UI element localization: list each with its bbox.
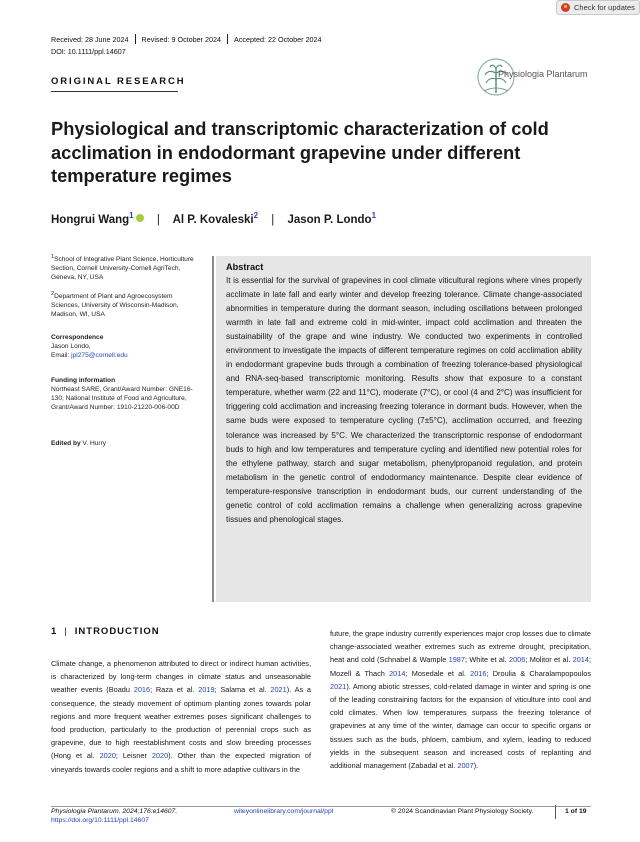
correspondence-heading: Correspondence: [51, 334, 104, 341]
journal-logo[interactable]: [472, 55, 596, 99]
journal-logo-text: Physiologia Plantarum: [498, 69, 588, 79]
affiliation-1: [51, 253, 199, 283]
affiliation-marker: 2: [51, 291, 55, 297]
citation-link[interactable]: 2020: [99, 751, 116, 761]
citation-link[interactable]: 2021: [330, 681, 347, 691]
body-column-right: future, the grape industry currently experiences major crop losses due to climate change-associated weather extremes such as extreme drought, precipitation, heat and cold (Schnabel & Wample 1987; White et al. 2006; Molitor et al. 2014; Mozell & Thach 2014; Mosedale et al. 2016; Droulia & Charalampopoulos 2021). Among abiotic stresses, cold-related damage in winter and spring is one of the leading constraining factors for the expansion of viticulture into cool and cold climates. When low temperatures surpass the freezing tolerance of grapevines at any time of the winter, damage can occur to specific organs or tissues such as the buds, phloem, cambium, and xylem, leading to reduced yields in the subsequent season and increased costs of replanting and additional management (Zabadal et al. 2007).: [330, 629, 591, 771]
body-column-left: Climate change, a phenomenon attributed to direct or indirect human activities, is characterized by long-term changes in climate status and unseasonable weather events (Boadu 2016; Raza et al. 2019; Salama et al. 2021). As a consequence, the steady movement of optimum planting zones towards polar regions and more frequent weather extremes poses significant challenges to food production, particularly to the production of perennial crops such as grapevine, due to high reestablishment costs and slow breeding processes (Hong et al. 2020; Leisner 2020). Other than the expected migration of vineyards towards cooler regions and a shift to more adaptive cultivars in the: [51, 659, 311, 774]
editor-name: V. Hurry: [82, 440, 107, 447]
affiliation-2: [51, 290, 199, 320]
citation-link[interactable]: 2021: [270, 685, 287, 695]
author-affiliation-marker: 2: [253, 211, 259, 220]
citation-link[interactable]: 2006: [508, 655, 526, 665]
funding-text: Northeast SARE, Grant/Award Number: GNE16-130; National Institute of Food and Agriculture, Grant/Award Number: 1910-21220-006-00D: [51, 385, 193, 411]
check-for-updates-button[interactable]: [556, 0, 640, 15]
citation-link[interactable]: 2014: [389, 668, 406, 678]
funding-heading: Funding information: [51, 377, 116, 384]
citation-link[interactable]: 2019: [198, 685, 215, 695]
edited-by-label: Edited by: [51, 440, 81, 447]
doi-text: DOI: 10.1111/ppl.14607: [51, 47, 126, 56]
footer-copyright: © 2024 Scandinavian Plant Physiology Society.: [391, 808, 534, 815]
author-affiliation-marker: 1: [129, 211, 134, 220]
article-title: Physiological and transcriptomic characterization of cold acclimation in endodormant grapevine under different temperature regimes: [51, 118, 549, 186]
author-separator: |: [271, 213, 275, 226]
citation-link[interactable]: 2007: [457, 761, 474, 771]
citation-link[interactable]: 2016: [470, 668, 487, 678]
author-separator: |: [156, 213, 160, 226]
citation-link[interactable]: 2016: [133, 685, 151, 695]
footer-site-link[interactable]: wileyonlinelibrary.com/journal/ppl: [234, 808, 334, 815]
footer-citation: [51, 807, 177, 825]
section-separator: |: [64, 626, 68, 637]
affiliation-text: Department of Plant and Agroecosystem Sciences, University of Wisconsin-Madison, Madison, WI, USA: [51, 293, 179, 318]
author-list: [51, 211, 376, 226]
citation-link[interactable]: 2014: [572, 655, 589, 665]
article-type-underline: [51, 91, 178, 92]
section-number: 1: [51, 626, 58, 637]
date-separator: [227, 34, 228, 44]
check-for-updates-label: Check for updates: [574, 3, 635, 12]
affiliation-marker: 1: [51, 254, 55, 260]
revised-date: Revised: 9 October 2024: [141, 34, 222, 44]
email-link[interactable]: jpl275@cornell.edu: [71, 351, 128, 359]
funding-block: [51, 377, 199, 413]
crossmark-icon: [561, 3, 570, 12]
author-name: Jason P. Londo: [287, 213, 372, 226]
email-label: Email:: [51, 351, 70, 359]
page-number: 1 of 19: [565, 808, 587, 815]
article-type: ORIGINAL RESEARCH: [51, 76, 186, 87]
footer-doi-link[interactable]: https://doi.org/10.1111/ppl.14607: [51, 817, 149, 824]
received-date: Received: 28 June 2024: [51, 34, 129, 44]
author-name: Al P. Kovaleski: [172, 213, 254, 226]
correspondence-name: Jason Londo,: [51, 342, 91, 350]
affiliation-text: School of Integrative Plant Science, Horticulture Section, Cornell University-Cornell AgriTech, Geneva, NY, USA: [51, 256, 194, 281]
footer-separator: [555, 805, 556, 819]
citation-link[interactable]: 2020: [151, 751, 169, 761]
abstract-rule: [212, 256, 214, 602]
abstract-heading: Abstract: [226, 262, 264, 272]
section-heading: [51, 626, 160, 637]
abstract-text: It is essential for the survival of grapevines in cool climate viticultural regions where vines properly acclimate in late fall and early winter and develop freezing tolerance. Climate change-associated abnormities in temperature during the dormant season, including oscillations between prolonged warmth in late fall and extreme cold in mid-winter, impact cold acclimation and threaten the sustainability of the grape and wine industry. We conducted two experiments in controlled environment to investigate the impacts of different temperature regimes on cold acclimation ability in endodormant grapevine buds through a combination of freezing tolerance-based physiological and RNA-seq-based transcriptomic monitoring. Results show that exposure to a constant temperature, whether warm (22 and 11°C), moderate (7°C), or cool (4 and 2°C) was insufficient for triggering cold acclimation and increasing freezing tolerance in dormant buds. However, when the same buds were exposed to temperature cycling (7±5°C), acclimation occurred, and freezing tolerance was increased by 5°C. We characterized the transcriptomic response of endodormant buds to high and low temperatures and temperature cycling and identified new potential roles for the ethylene pathway, starch and sugar metabolism, phenylpropanoid regulation, and protein metabolism in the genetic control of endodormancy maintenance. Despite clear evidence of temperature-responsive transcription in endodormant buds, our current understanding of the genetic control of cold acclimation remains a challenge when generalizing across grapevine tissues and phenological stages.: [226, 276, 582, 524]
correspondence-block: [51, 334, 199, 361]
citation-link[interactable]: 1987: [448, 655, 465, 665]
section-title: INTRODUCTION: [74, 626, 160, 637]
author-name: Hongrui Wang: [51, 213, 130, 226]
author-affiliation-marker: 1: [371, 211, 377, 220]
abstract-box: [216, 256, 591, 602]
orcid-icon[interactable]: [136, 214, 144, 222]
footer-citation-text: Physiologia Plantarum. 2024;176:e14607.: [51, 808, 178, 815]
accepted-date: Accepted: 22 October 2024: [234, 34, 322, 44]
date-separator: [135, 34, 136, 44]
edited-by: [51, 440, 199, 449]
footer-site: [234, 807, 333, 816]
article-dates: [51, 34, 322, 44]
